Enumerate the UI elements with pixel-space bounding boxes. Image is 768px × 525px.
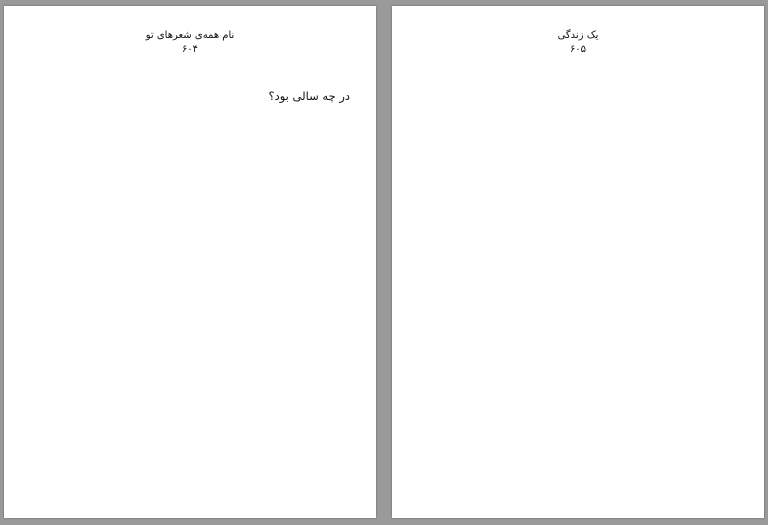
page-number: ۶۰۴ — [181, 44, 199, 55]
page-body — [418, 70, 738, 508]
right-page — [392, 6, 764, 518]
running-head: یک زندگی — [557, 30, 599, 41]
page-body — [30, 70, 350, 508]
running-head: نام همه‌ی شعرهای تو — [145, 30, 235, 41]
left-page — [4, 6, 376, 518]
page-number: ۶۰۵ — [569, 44, 587, 55]
question-line: در چه سالی بود؟ — [268, 89, 350, 103]
